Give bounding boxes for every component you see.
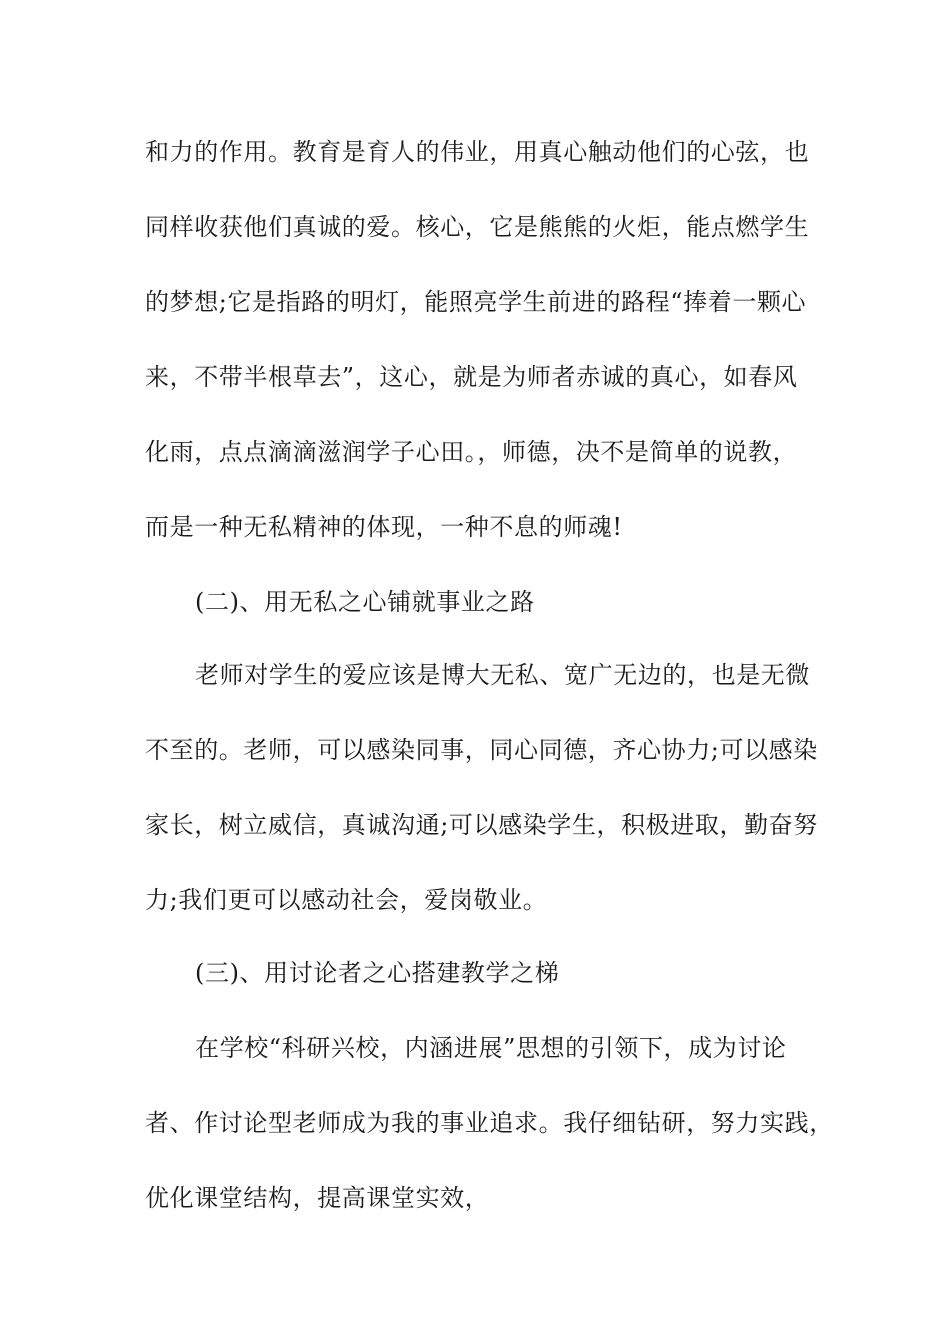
paragraph-line: 不至的。老师，可以感染同事，同心同德，齐心协力;可以感染: [145, 736, 818, 764]
paragraph-line: 在学校“科研兴校，内涵进展”思想的引领下，成为讨论: [195, 1034, 787, 1062]
section-heading: (三)、用讨论者之心搭建教学之梯: [195, 959, 560, 987]
paragraph-line: 而是一种无私精神的体现，一种不息的师魂!: [145, 513, 623, 541]
paragraph-line: 同样收获他们真诚的爱。核心，它是熊熊的火炬，能点燃学生: [145, 213, 810, 241]
paragraph-line: 和力的作用。教育是育人的伟业，用真心触动他们的心弦，也: [145, 138, 810, 166]
paragraph-line: 者、作讨论型老师成为我的事业追求。我仔细钻研，努力实践，: [145, 1109, 834, 1137]
paragraph-line: 化雨，点点滴滴滋润学子心田。，师德，决不是简单的说教，: [145, 438, 798, 466]
paragraph-line: 力;我们更可以感动社会，爱岗敬业。: [145, 886, 548, 914]
section-heading: (二)、用无私之心铺就事业之路: [195, 588, 535, 616]
paragraph-line: 老师对学生的爱应该是博大无私、宽广无边的，也是无微: [195, 661, 810, 689]
paragraph-line: 来，不带半根草去”，这心，就是为师者赤诚的真心，如春风: [145, 363, 798, 391]
paragraph-line: 的梦想;它是指路的明灯，能照亮学生前进的路程“捧着一颗心: [145, 288, 807, 316]
paragraph-line: 家长，树立威信，真诚沟通;可以感染学生，积极进取，勤奋努: [145, 811, 818, 839]
paragraph-line: 优化课堂结构，提高课堂实效，: [145, 1184, 490, 1212]
